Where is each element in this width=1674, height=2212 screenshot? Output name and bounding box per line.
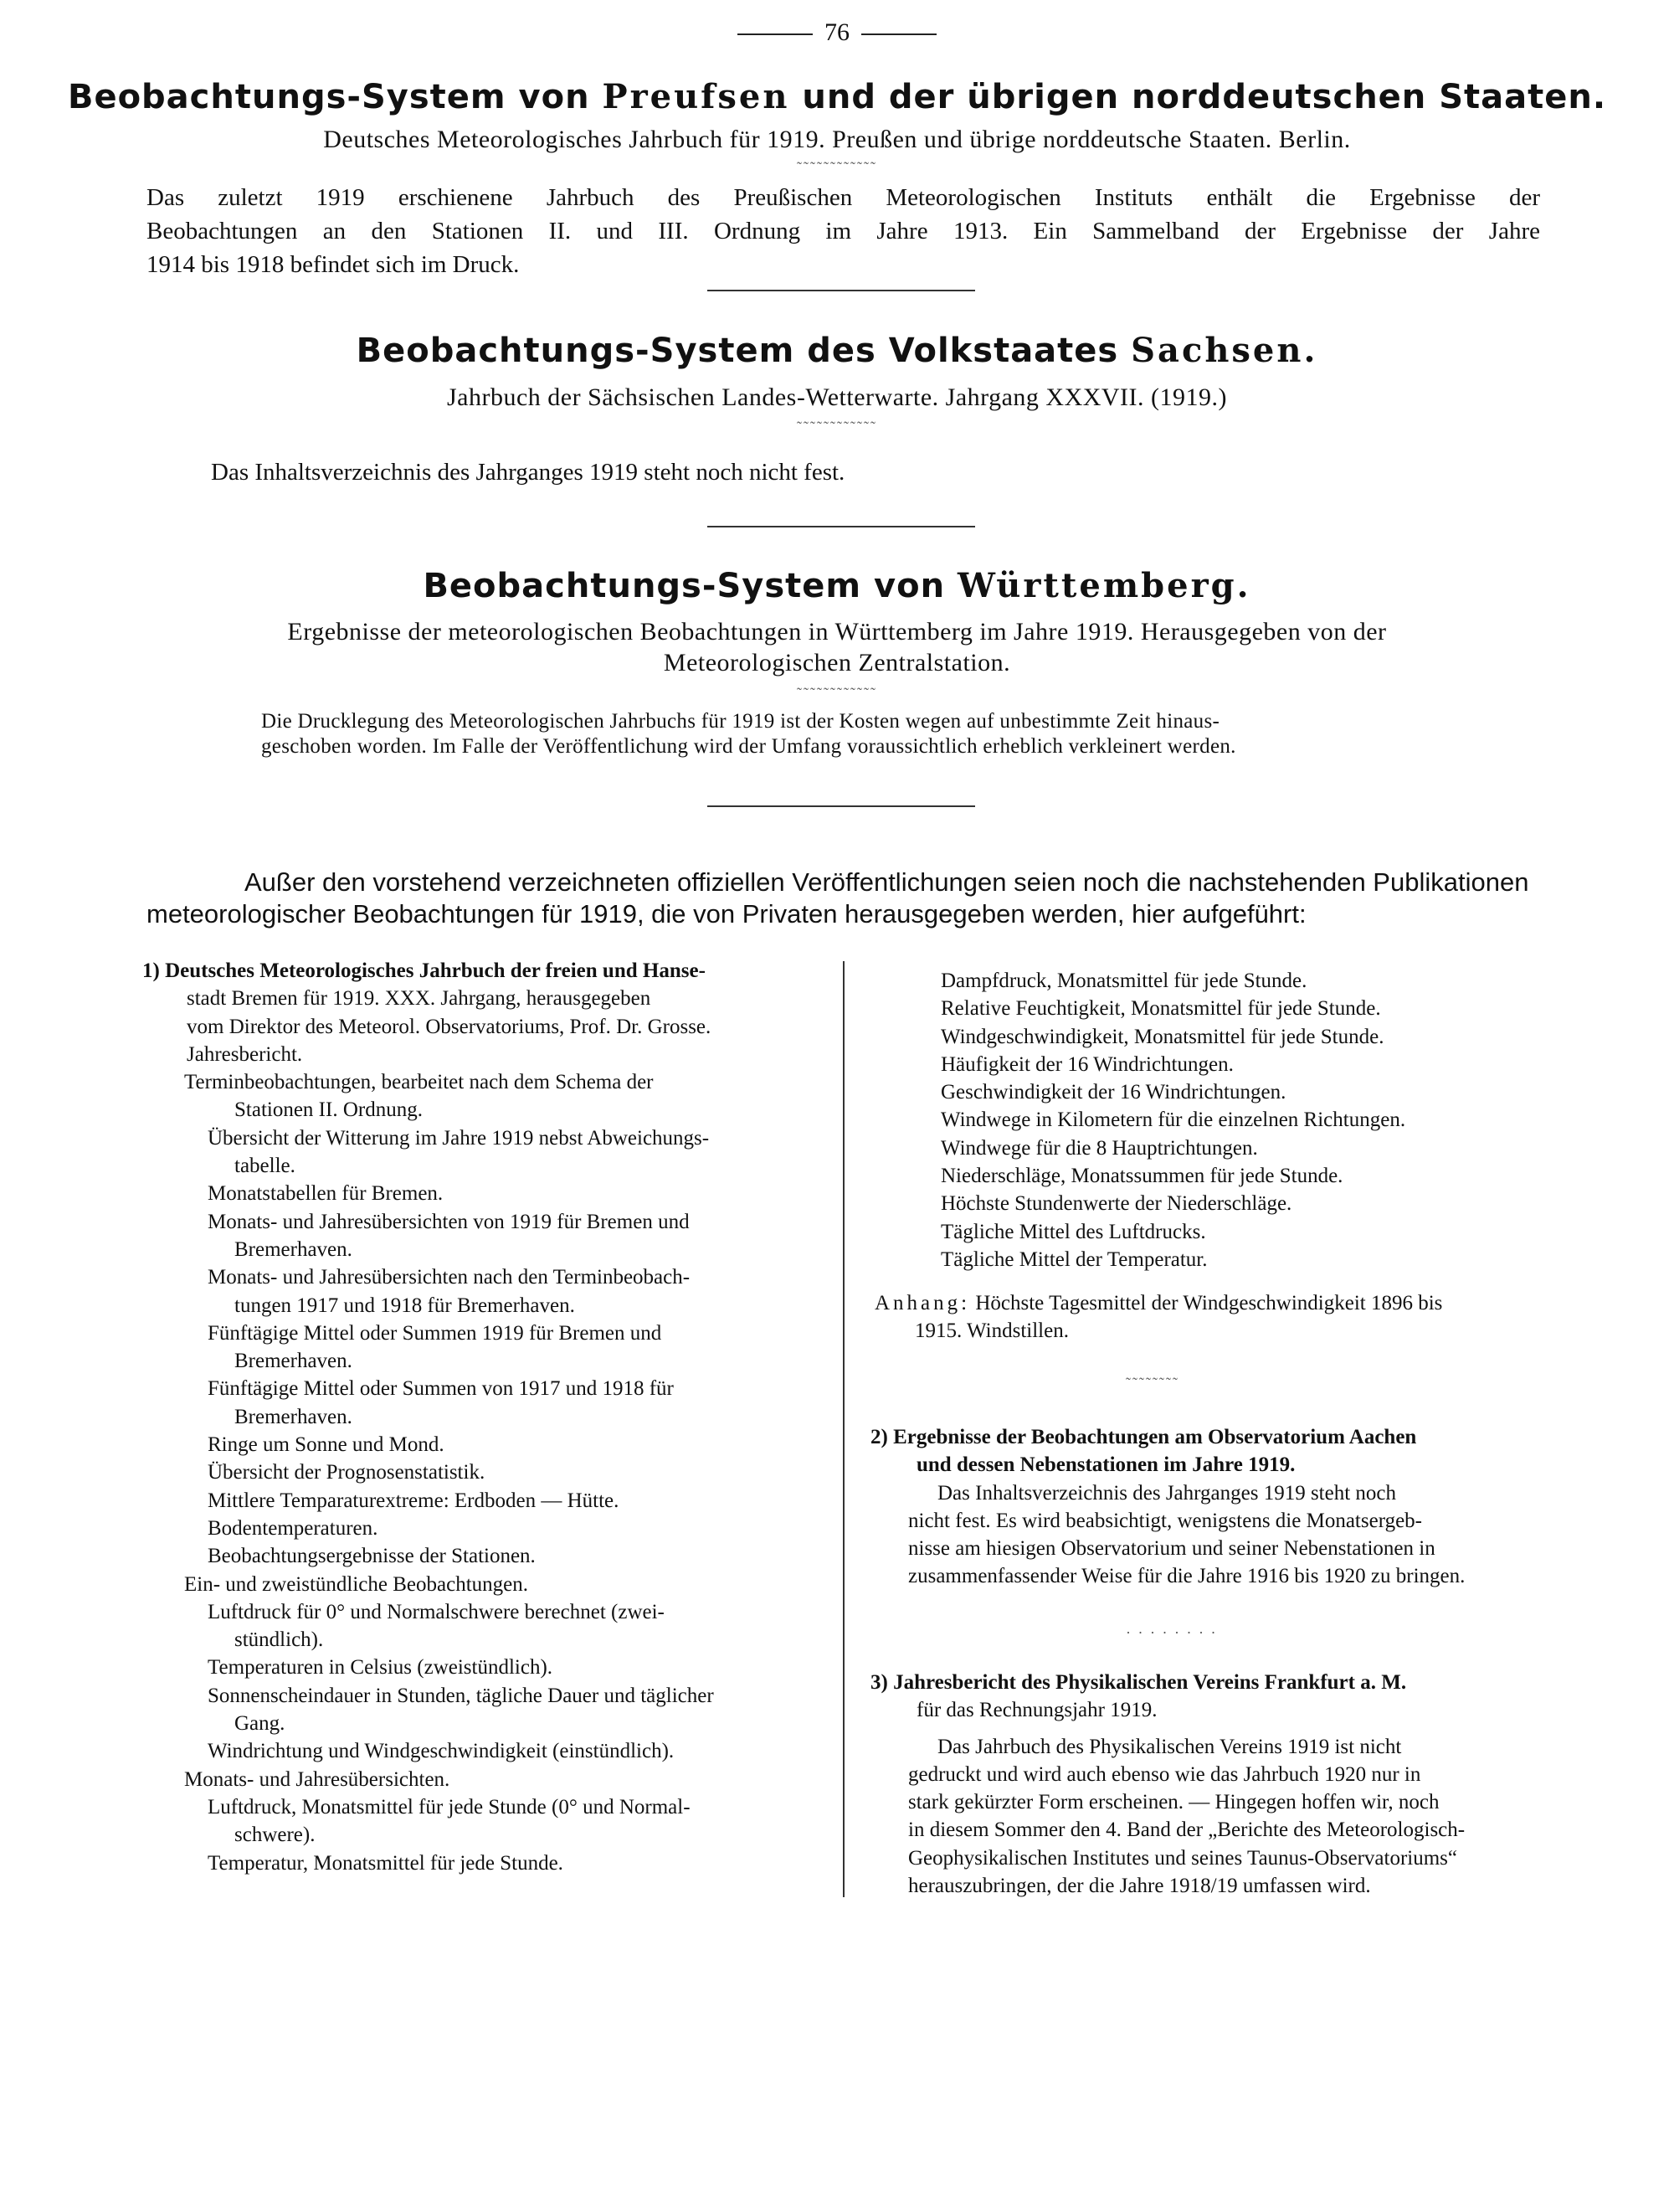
list-item: Fünftägige Mittel oder Summen von 1917 und 1918 für: [208, 1377, 674, 1401]
list-item: tungen 1917 und 1918 für Bremerhaven.: [234, 1294, 575, 1317]
title-text: und der übrigen norddeutschen Staaten.: [789, 78, 1607, 116]
ornament-dots: · · · · · · · ·: [1126, 1624, 1218, 1641]
list-item: Tägliche Mittel der Temperatur.: [941, 1247, 1208, 1271]
text-line: nicht fest. Es wird beabsichtigt, wenigstens die Monatsergeb-: [908, 1509, 1422, 1532]
title-text: Beobachtungs-System von: [67, 78, 603, 116]
list-item: Häufigkeit der 16 Windrichtungen.: [941, 1052, 1234, 1076]
list-item: Gang.: [234, 1712, 285, 1736]
ornament-squiggle: ˜˜˜˜˜˜˜˜˜˜˜˜: [797, 159, 877, 176]
section-subtitle-wuerttemberg-2: Meteorologischen Zentralstation.: [663, 649, 1011, 676]
list-item: Monats- und Jahresübersichten nach den Terminbeobach-: [208, 1266, 691, 1289]
list-item: Dampfdruck, Monatsmittel für jede Stunde.: [941, 970, 1307, 992]
list-item: Terminbeobachtungen, bearbeitet nach dem Schema der: [184, 1071, 654, 1094]
list-item: Übersicht der Prognosenstatistik.: [208, 1461, 485, 1484]
title-text: Beobachtungs-System von: [423, 567, 958, 605]
intro-line-2: meteorologischer Beobachtungen für 1919, die von Privaten herausgegeben werden, hier aufgeführt:: [146, 899, 1307, 929]
page-number: [0, 18, 1674, 47]
list-item: Bremerhaven.: [234, 1237, 352, 1261]
list-item: Geschwindigkeit der 16 Windrichtungen.: [941, 1081, 1286, 1104]
page-number-dash-left: [737, 33, 813, 35]
list-item: stündlich).: [234, 1628, 324, 1652]
text-line: nisse am hiesigen Observatorium und seiner Nebenstationen in: [908, 1537, 1435, 1561]
list-item: Windwege in Kilometern für die einzelnen Richtungen.: [941, 1109, 1406, 1132]
list-item: Windwege für die 8 Hauptrichtungen.: [941, 1136, 1258, 1160]
list-item: Ein- und zweistündliche Beobachtungen.: [184, 1572, 528, 1596]
divider-rule: [707, 526, 975, 527]
section-subtitle-wuerttemberg: Ergebnisse der meteorologischen Beobachtungen in Württemberg im Jahre 1919. Herausgegeben von der: [287, 618, 1387, 646]
text-line: Das Inhaltsverzeichnis des Jahrganges 1919 steht noch: [937, 1481, 1397, 1505]
anhang-text: Höchste Tagesmittel der Windgeschwindigkeit 1896 bis: [975, 1292, 1443, 1314]
section-text-preussen: [146, 181, 1540, 281]
list-item: schwere).: [234, 1824, 316, 1847]
title-emphasis: Sachsen.: [1131, 331, 1318, 370]
section-title-preussen: [0, 77, 1674, 116]
text-line: Geophysikalischen Institutes und seines Taunus-Observatoriums“: [908, 1846, 1458, 1870]
list-item: Mittlere Temparaturextreme: Erdboden — Hütte.: [208, 1489, 619, 1512]
text-line: geschoben worden. Im Falle der Veröffentlichung wird der Umfang voraussichtlich erheblich verkleinert werden.: [261, 735, 1236, 758]
list-item: Bremerhaven.: [234, 1350, 352, 1373]
divider-rule: [707, 290, 975, 291]
list-item: Beobachtungsergebnisse der Stationen.: [208, 1545, 536, 1568]
list-item: Niederschläge, Monatssummen für jede Stunde.: [941, 1165, 1343, 1188]
column-divider: [843, 961, 845, 1897]
list-item: Monatstabellen für Bremen.: [208, 1182, 444, 1206]
entry-title-2: und dessen Nebenstationen im Jahre 1919.: [917, 1453, 1296, 1477]
list-item: 1) Deutsches Meteorologisches Jahrbuch der freien und Hanse-: [142, 959, 706, 982]
section-subtitle-preussen: Deutsches Meteorologisches Jahrbuch für 1919. Preußen und übrige norddeutsche Staaten. Berlin.: [323, 126, 1351, 153]
section-text-sachsen: Das Inhaltsverzeichnis des Jahrganges 1919 steht noch nicht fest.: [211, 459, 845, 486]
title-emphasis: Württemberg.: [957, 566, 1251, 605]
text-line: in diesem Sommer den 4. Band der „Berichte des Meteorologisch-: [908, 1818, 1466, 1842]
ornament-squiggle: ˜˜˜˜˜˜˜˜˜˜˜˜: [797, 685, 877, 702]
list-item: Monats- und Jahresübersichten von 1919 für Bremen und: [208, 1210, 690, 1233]
list-item: Höchste Stundenwerte der Niederschläge.: [941, 1192, 1292, 1216]
list-item: vom Direktor des Meteorol. Observatoriums, Prof. Dr. Grosse.: [187, 1015, 711, 1038]
section-title-wuerttemberg: [0, 566, 1674, 605]
text-line: Das zuletzt 1919 erschienene Jahrbuch des Preußischen Meteorologischen Instituts enthält die Ergebnisse der: [146, 184, 1540, 211]
list-item: Relative Feuchtigkeit, Monatsmittel für jede Stunde.: [941, 997, 1381, 1021]
list-item: Windrichtung und Windgeschwindigkeit (einstündlich).: [208, 1740, 675, 1763]
list-item: Fünftägige Mittel oder Summen 1919 für Bremen und: [208, 1321, 662, 1345]
page-number-dash-right: [861, 33, 937, 35]
text-line: stark gekürzter Form erscheinen. — Hingegen hoffen wir, noch: [908, 1791, 1440, 1814]
entry-frankfurt: [870, 1669, 1548, 1900]
entry-aachen: [870, 1423, 1548, 1591]
divider-rule: [707, 805, 975, 807]
list-item: stadt Bremen für 1919. XXX. Jahrgang, herausgegeben: [187, 987, 651, 1011]
section-note-wuerttemberg: [261, 709, 1433, 759]
anhang-label: Anhang:: [875, 1292, 971, 1314]
intro-line-1: Außer den vorstehend verzeichneten offiziellen Veröffentlichungen seien noch die nachstehenden Publikationen: [244, 867, 1529, 897]
title-text: Beobachtungs-System des Volkstaates: [356, 332, 1132, 370]
entry-subtitle: für das Rechnungsjahr 1919.: [917, 1699, 1158, 1722]
anhang: [875, 1289, 1544, 1345]
text-line: herauszubringen, der die Jahre 1918/19 umfassen wird.: [908, 1875, 1371, 1898]
ornament-squiggle: ˜˜˜˜˜˜˜˜: [1126, 1375, 1179, 1392]
list-item: Monats- und Jahresübersichten.: [184, 1767, 450, 1791]
entry-title: 2) Ergebnisse der Beobachtungen am Observatorium Aachen: [870, 1426, 1417, 1448]
list-item: Windgeschwindigkeit, Monatsmittel für jede Stunde.: [941, 1025, 1384, 1048]
list-item: Ringe um Sonne und Mond.: [208, 1433, 444, 1457]
list-item: Stationen II. Ordnung.: [234, 1098, 423, 1122]
right-column-list: [941, 967, 1543, 1273]
list-item: Sonnenscheindauer in Stunden, tägliche Dauer und täglicher: [208, 1684, 714, 1707]
list-item: Luftdruck, Monatsmittel für jede Stunde (0° und Normal-: [208, 1795, 691, 1818]
list-item: Bodentemperaturen.: [208, 1516, 378, 1540]
list-item: Luftdruck für 0° und Normalschwere berechnet (zwei-: [208, 1600, 665, 1623]
list-item: Temperatur, Monatsmittel für jede Stunde.: [208, 1851, 563, 1875]
anhang-text-2: 1915. Windstillen.: [915, 1319, 1069, 1343]
title-emphasis: Preufsen: [602, 77, 790, 116]
list-item: tabelle.: [234, 1155, 295, 1178]
ornament-squiggle: ˜˜˜˜˜˜˜˜˜˜˜˜: [797, 419, 877, 435]
text-line: Das Jahrbuch des Physikalischen Vereins 1919 ist nicht: [937, 1735, 1402, 1758]
list-item: Jahresbericht.: [187, 1042, 303, 1066]
text-line: Die Drucklegung des Meteorologischen Jahrbuchs für 1919 ist der Kosten wegen auf unbestimmte Zeit hinaus-: [261, 710, 1220, 733]
text-line: zusammenfassender Weise für die Jahre 1916 bis 1920 zu bringen.: [908, 1565, 1466, 1588]
section-subtitle-sachsen: Jahrbuch der Sächsischen Landes-Wetterwarte. Jahrgang XXXVII. (1919.): [446, 383, 1228, 411]
list-item: Bremerhaven.: [234, 1405, 352, 1428]
list-item: Temperaturen in Celsius (zweistündlich).: [208, 1656, 553, 1680]
section-title-sachsen: [0, 331, 1674, 370]
left-column: [142, 957, 812, 1877]
text-line: gedruckt und wird auch ebenso wie das Jahrbuch 1920 nur in: [908, 1762, 1421, 1786]
list-item: Übersicht der Witterung im Jahre 1919 nebst Abweichungs-: [208, 1126, 710, 1150]
list-item: Tägliche Mittel des Luftdrucks.: [941, 1220, 1206, 1243]
text-line: 1914 bis 1918 befindet sich im Druck.: [146, 251, 520, 278]
entry-title: 3) Jahresbericht des Physikalischen Vereins Frankfurt a. M.: [870, 1671, 1407, 1694]
page-number-text: 76: [824, 18, 850, 46]
text-line: Beobachtungen an den Stationen II. und III. Ordnung im Jahre 1913. Ein Sammelband der Ergebnisse der Jahre: [146, 218, 1540, 244]
